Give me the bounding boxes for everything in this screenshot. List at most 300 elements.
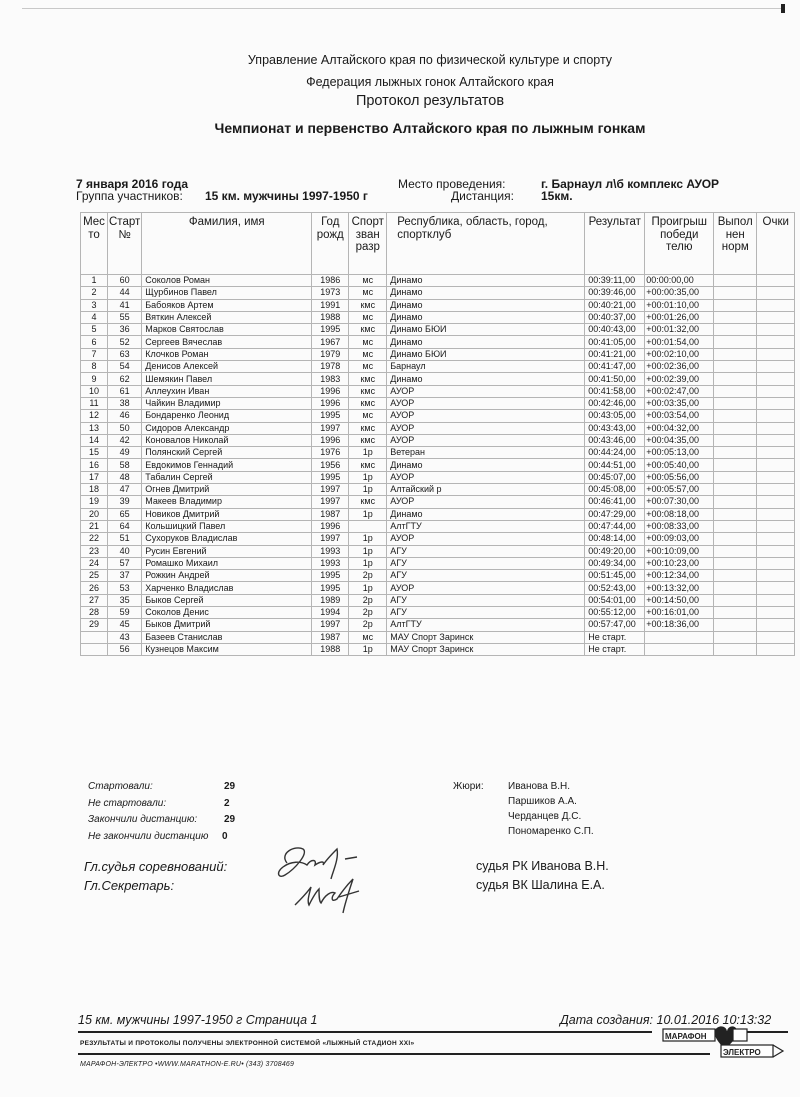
cell-place: 26: [81, 582, 108, 594]
cell-birth-year: 1987: [312, 631, 349, 643]
cell-norm: [714, 434, 757, 446]
cell-start-number: 35: [108, 594, 142, 606]
cell-club: АлтГТУ: [387, 619, 585, 631]
cell-start-number: 59: [108, 607, 142, 619]
cell-gap: +00:04:35,00: [645, 434, 714, 446]
stat-label: Не стартовали:: [88, 797, 167, 809]
cell-norm: [714, 607, 757, 619]
cell-result: 00:40:21,00: [585, 299, 645, 311]
cell-gap: +00:08:33,00: [645, 520, 714, 532]
cell-club: АГУ: [387, 594, 585, 606]
cell-points: [757, 496, 795, 508]
cell-rank: кмс: [349, 459, 387, 471]
cell-gap: +00:02:39,00: [645, 373, 714, 385]
cell-start-number: 62: [108, 373, 142, 385]
cell-name: Кузнецов Максим: [142, 643, 312, 655]
table-row: [81, 422, 795, 434]
cell-gap: +00:02:10,00: [645, 348, 714, 360]
logo-text: МАРАФОН: [665, 1032, 707, 1041]
cell-rank: 1р: [349, 582, 387, 594]
table-header-row: [81, 213, 795, 275]
cell-place: 2: [81, 287, 108, 299]
cell-name: Ромашко Михаил: [142, 557, 312, 569]
cell-name: Бабояков Артем: [142, 299, 312, 311]
cell-start-number: 40: [108, 545, 142, 557]
stat-label: Не закончили дистанцию: [88, 830, 209, 842]
cell-gap: +00:09:03,00: [645, 533, 714, 545]
cell-club: Динамо: [387, 287, 585, 299]
cell-birth-year: 1995: [312, 582, 349, 594]
table-row: [81, 299, 795, 311]
cell-place: 5: [81, 324, 108, 336]
cell-start-number: 58: [108, 459, 142, 471]
cell-result: 00:57:47,00: [585, 619, 645, 631]
cell-name: Быков Сергей: [142, 594, 312, 606]
cell-birth-year: 1988: [312, 311, 349, 323]
cell-rank: кмс: [349, 373, 387, 385]
cell-result: 00:54:01,00: [585, 594, 645, 606]
table-row: [81, 336, 795, 348]
cell-start-number: 63: [108, 348, 142, 360]
cell-gap: +00:01:54,00: [645, 336, 714, 348]
cell-club: АГУ: [387, 545, 585, 557]
cell-birth-year: 1973: [312, 287, 349, 299]
cell-rank: 1р: [349, 508, 387, 520]
cell-rank: мс: [349, 275, 387, 287]
cell-gap: +00:05:40,00: [645, 459, 714, 471]
cell-rank: кмс: [349, 434, 387, 446]
cell-points: [757, 582, 795, 594]
cell-place: 14: [81, 434, 108, 446]
table-row: [81, 508, 795, 520]
cell-rank: кмс: [349, 397, 387, 409]
cell-start-number: 42: [108, 434, 142, 446]
jury-member: Черданцев Д.С.: [508, 811, 582, 822]
cell-start-number: 50: [108, 422, 142, 434]
federation-heading: Федерация лыжных гонок Алтайского края: [306, 75, 554, 89]
cell-start-number: 54: [108, 361, 142, 373]
scan-mark: [781, 4, 785, 13]
cell-norm: [714, 631, 757, 643]
cell-rank: 1р: [349, 545, 387, 557]
cell-birth-year: 1997: [312, 422, 349, 434]
cell-points: [757, 545, 795, 557]
cell-start-number: 48: [108, 471, 142, 483]
cell-birth-year: 1995: [312, 570, 349, 582]
cell-result: 00:44:51,00: [585, 459, 645, 471]
table-row: [81, 631, 795, 643]
contact-line: МАРАФОН-ЭЛЕКТРО •WWW.MARATHON-E.RU• (343) 3708469: [80, 1061, 295, 1068]
cell-gap: +00:05:56,00: [645, 471, 714, 483]
cell-norm: [714, 471, 757, 483]
cell-start-number: 39: [108, 496, 142, 508]
cell-name: Новиков Дмитрий: [142, 508, 312, 520]
cell-gap: +00:10:09,00: [645, 545, 714, 557]
cell-place: 9: [81, 373, 108, 385]
cell-points: [757, 557, 795, 569]
cell-norm: [714, 299, 757, 311]
cell-result: 00:42:46,00: [585, 397, 645, 409]
column-header-name: Фамилия, имя: [142, 213, 312, 275]
cell-club: АУОР: [387, 385, 585, 397]
cell-place: 29: [81, 619, 108, 631]
cell-club: Динамо: [387, 275, 585, 287]
cell-place: 15: [81, 447, 108, 459]
cell-norm: [714, 582, 757, 594]
stat-value: 29: [224, 781, 236, 792]
cell-norm: [714, 410, 757, 422]
cell-start-number: 60: [108, 275, 142, 287]
cell-club: АУОР: [387, 422, 585, 434]
stat-value: 2: [224, 797, 230, 809]
svg-text:ЭЛЕКТРО: ЭЛЕКТРО: [723, 1048, 761, 1057]
column-header-rank: Спорт зван разр: [349, 213, 387, 275]
cell-name: Вяткин Алексей: [142, 311, 312, 323]
cell-start-number: 41: [108, 299, 142, 311]
footer-divider-bottom: [78, 1053, 710, 1055]
cell-gap: +00:04:32,00: [645, 422, 714, 434]
cell-result: 00:43:46,00: [585, 434, 645, 446]
cell-birth-year: 1996: [312, 397, 349, 409]
event-date: 7 января 2016 года: [76, 177, 188, 191]
cell-club: АлтГТУ: [387, 520, 585, 532]
cell-result: 00:39:46,00: [585, 287, 645, 299]
cell-rank: кмс: [349, 422, 387, 434]
cell-start-number: 46: [108, 410, 142, 422]
cell-rank: 1р: [349, 484, 387, 496]
cell-birth-year: 1991: [312, 299, 349, 311]
cell-result: 00:40:37,00: [585, 311, 645, 323]
cell-place: 12: [81, 410, 108, 422]
cell-place: 27: [81, 594, 108, 606]
creation-date: Дата создания: 10.01.2016 10:13:32: [560, 1013, 772, 1027]
cell-norm: [714, 484, 757, 496]
stat-value: 0: [222, 830, 228, 842]
cell-result: 00:41:05,00: [585, 336, 645, 348]
cell-gap: [645, 643, 714, 655]
cell-rank: 1р: [349, 557, 387, 569]
column-header-start-number: Старт №: [108, 213, 142, 275]
cell-result: 00:55:12,00: [585, 607, 645, 619]
cell-club: Алтайский р: [387, 484, 585, 496]
cell-name: Коновалов Николай: [142, 434, 312, 446]
cell-birth-year: 1995: [312, 471, 349, 483]
cell-club: Динамо: [387, 508, 585, 520]
competition-title: Чемпионат и первенство Алтайского края по лыжным гонкам: [214, 120, 646, 136]
cell-points: [757, 361, 795, 373]
cell-norm: [714, 594, 757, 606]
cell-norm: [714, 311, 757, 323]
cell-rank: мс: [349, 348, 387, 360]
cell-name: Полянский Сергей: [142, 447, 312, 459]
organization-heading: Управление Алтайского края по физической культуре и спорту: [247, 53, 613, 67]
cell-name: Рожкин Андрей: [142, 570, 312, 582]
table-row: [81, 557, 795, 569]
cell-birth-year: 1983: [312, 373, 349, 385]
cell-start-number: 36: [108, 324, 142, 336]
table-row: [81, 520, 795, 532]
cell-name: Сидоров Александр: [142, 422, 312, 434]
cell-points: [757, 410, 795, 422]
cell-rank: 2р: [349, 607, 387, 619]
table-row: [81, 287, 795, 299]
cell-club: Динамо БЮИ: [387, 324, 585, 336]
cell-result: 00:41:47,00: [585, 361, 645, 373]
cell-place: [81, 643, 108, 655]
cell-result: 00:41:50,00: [585, 373, 645, 385]
cell-points: [757, 373, 795, 385]
cell-result: 00:41:58,00: [585, 385, 645, 397]
cell-start-number: 51: [108, 533, 142, 545]
cell-norm: [714, 287, 757, 299]
cell-points: [757, 607, 795, 619]
cell-birth-year: 1996: [312, 385, 349, 397]
cell-birth-year: 1986: [312, 275, 349, 287]
cell-points: [757, 459, 795, 471]
cell-club: АУОР: [387, 434, 585, 446]
column-header-points: Очки: [757, 213, 795, 275]
cell-norm: [714, 570, 757, 582]
cell-gap: +00:14:50,00: [645, 594, 714, 606]
cell-place: 22: [81, 533, 108, 545]
cell-club: Динамо: [387, 336, 585, 348]
page-info: 15 км. мужчины 1997-1950 г Страница 1: [78, 1013, 318, 1027]
cell-place: 17: [81, 471, 108, 483]
cell-start-number: 37: [108, 570, 142, 582]
cell-start-number: 49: [108, 447, 142, 459]
cell-points: [757, 311, 795, 323]
cell-gap: +00:01:26,00: [645, 311, 714, 323]
cell-gap: +00:03:35,00: [645, 397, 714, 409]
cell-norm: [714, 533, 757, 545]
handwritten-signatures: [265, 835, 395, 915]
cell-result: 00:39:11,00: [585, 275, 645, 287]
cell-norm: [714, 397, 757, 409]
cell-name: Соколов Роман: [142, 275, 312, 287]
cell-start-number: 47: [108, 484, 142, 496]
cell-start-number: 55: [108, 311, 142, 323]
cell-club: АУОР: [387, 410, 585, 422]
cell-points: [757, 434, 795, 446]
cell-place: 19: [81, 496, 108, 508]
cell-points: [757, 287, 795, 299]
cell-gap: +00:07:30,00: [645, 496, 714, 508]
cell-name: Базеев Станислав: [142, 631, 312, 643]
cell-start-number: 52: [108, 336, 142, 348]
cell-rank: [349, 520, 387, 532]
cell-club: АГУ: [387, 570, 585, 582]
table-row: [81, 459, 795, 471]
cell-name: Евдокимов Геннадий: [142, 459, 312, 471]
table-row: [81, 570, 795, 582]
cell-name: Сухоруков Владислав: [142, 533, 312, 545]
cell-points: [757, 619, 795, 631]
cell-birth-year: 1997: [312, 496, 349, 508]
cell-points: [757, 336, 795, 348]
cell-gap: [645, 631, 714, 643]
cell-birth-year: 1993: [312, 545, 349, 557]
cell-start-number: 44: [108, 287, 142, 299]
table-row: [81, 545, 795, 557]
cell-rank: 1р: [349, 643, 387, 655]
column-header-place: Мес то: [81, 213, 108, 275]
system-note: РЕЗУЛЬТАТЫ И ПРОТОКОЛЫ ПОЛУЧЕНЫ ЭЛЕКТРОННОЙ СИСТЕМОЙ «ЛЫЖНЫЙ СТАДИОН XXI»: [80, 1040, 415, 1047]
cell-gap: +00:01:32,00: [645, 324, 714, 336]
column-header-gap: Проигрыш победи телю: [645, 213, 714, 275]
stat-label: Стартовали:: [88, 781, 153, 792]
cell-place: 24: [81, 557, 108, 569]
cell-norm: [714, 361, 757, 373]
cell-gap: +00:08:18,00: [645, 508, 714, 520]
cell-name: Кольшицкий Павел: [142, 520, 312, 532]
cell-start-number: 45: [108, 619, 142, 631]
cell-points: [757, 275, 795, 287]
cell-result: 00:49:20,00: [585, 545, 645, 557]
cell-norm: [714, 373, 757, 385]
cell-birth-year: 1956: [312, 459, 349, 471]
footer-divider-top: [78, 1031, 652, 1033]
cell-club: МАУ Спорт Заринск: [387, 643, 585, 655]
cell-result: 00:46:41,00: [585, 496, 645, 508]
cell-rank: кмс: [349, 496, 387, 508]
cell-place: 8: [81, 361, 108, 373]
table-row: [81, 434, 795, 446]
cell-birth-year: 1993: [312, 557, 349, 569]
stat-label: Закончили дистанцию:: [88, 814, 198, 825]
cell-name: Аллеухин Иван: [142, 385, 312, 397]
cell-club: Ветеран: [387, 447, 585, 459]
cell-name: Бондаренко Леонид: [142, 410, 312, 422]
cell-norm: [714, 508, 757, 520]
cell-name: Соколов Денис: [142, 607, 312, 619]
cell-result: 00:45:08,00: [585, 484, 645, 496]
cell-norm: [714, 447, 757, 459]
cell-place: 18: [81, 484, 108, 496]
cell-points: [757, 397, 795, 409]
cell-birth-year: 1967: [312, 336, 349, 348]
cell-rank: мс: [349, 311, 387, 323]
cell-rank: кмс: [349, 324, 387, 336]
table-row: [81, 348, 795, 360]
cell-start-number: 65: [108, 508, 142, 520]
cell-result: 00:45:07,00: [585, 471, 645, 483]
chief-judge-value: судья РК Иванова В.Н.: [476, 859, 609, 873]
cell-birth-year: 1976: [312, 447, 349, 459]
table-row: [81, 373, 795, 385]
cell-rank: 1р: [349, 447, 387, 459]
cell-result: Не старт.: [585, 631, 645, 643]
cell-name: Клочков Роман: [142, 348, 312, 360]
cell-rank: мс: [349, 410, 387, 422]
cell-place: 10: [81, 385, 108, 397]
cell-rank: мс: [349, 336, 387, 348]
group-value: 15 км. мужчины 1997-1950 г: [205, 189, 368, 203]
cell-result: 00:48:14,00: [585, 533, 645, 545]
cell-result: 00:52:43,00: [585, 582, 645, 594]
cell-club: АУОР: [387, 533, 585, 545]
cell-gap: +00:10:23,00: [645, 557, 714, 569]
cell-result: 00:47:44,00: [585, 520, 645, 532]
cell-place: 23: [81, 545, 108, 557]
scan-edge-line: [22, 8, 782, 9]
cell-norm: [714, 520, 757, 532]
cell-gap: +00:18:36,00: [645, 619, 714, 631]
secretary-label: Гл.Секретарь:: [84, 878, 175, 893]
cell-gap: +00:05:13,00: [645, 447, 714, 459]
cell-name: Чайкин Владимир: [142, 397, 312, 409]
cell-name: Харченко Владислав: [142, 582, 312, 594]
cell-norm: [714, 275, 757, 287]
cell-rank: кмс: [349, 299, 387, 311]
venue-label: Место проведения:: [398, 177, 506, 191]
cell-name: Огнев Дмитрий: [142, 484, 312, 496]
distance-label: Дистанция:: [451, 189, 514, 203]
cell-name: Щурбинов Павел: [142, 287, 312, 299]
chief-judge-signature: [279, 848, 357, 879]
cell-place: 20: [81, 508, 108, 520]
cell-place: 1: [81, 275, 108, 287]
table-row: [81, 397, 795, 409]
cell-points: [757, 643, 795, 655]
cell-points: [757, 385, 795, 397]
cell-result: 00:41:21,00: [585, 348, 645, 360]
table-row: [81, 594, 795, 606]
cell-norm: [714, 557, 757, 569]
column-header-club: Республика, область, город, спортклуб: [387, 213, 585, 275]
protocol-heading: Протокол результатов: [355, 93, 505, 109]
cell-points: [757, 447, 795, 459]
cell-birth-year: 1994: [312, 607, 349, 619]
cell-gap: 00:00:00,00: [645, 275, 714, 287]
cell-place: 3: [81, 299, 108, 311]
cell-points: [757, 570, 795, 582]
table-row: [81, 484, 795, 496]
cell-birth-year: 1979: [312, 348, 349, 360]
cell-gap: +00:13:32,00: [645, 582, 714, 594]
cell-norm: [714, 643, 757, 655]
table-row: [81, 607, 795, 619]
cell-club: АУОР: [387, 582, 585, 594]
table-row: [81, 533, 795, 545]
cell-points: [757, 324, 795, 336]
cell-gap: +00:03:54,00: [645, 410, 714, 422]
table-row: [81, 582, 795, 594]
cell-start-number: 64: [108, 520, 142, 532]
cell-birth-year: 1995: [312, 410, 349, 422]
cell-gap: +00:00:35,00: [645, 287, 714, 299]
cell-result: 00:40:43,00: [585, 324, 645, 336]
jury-member: Пономаренко С.П.: [508, 826, 594, 837]
cell-gap: +00:02:47,00: [645, 385, 714, 397]
jury-member: Паршиков А.А.: [508, 796, 577, 807]
stat-value: 29: [224, 814, 236, 825]
cell-rank: мс: [349, 631, 387, 643]
table-row: [81, 385, 795, 397]
cell-start-number: 56: [108, 643, 142, 655]
cell-rank: 2р: [349, 570, 387, 582]
table-row: [81, 361, 795, 373]
cell-name: Табалин Сергей: [142, 471, 312, 483]
cell-start-number: 43: [108, 631, 142, 643]
cell-place: 11: [81, 397, 108, 409]
cell-norm: [714, 619, 757, 631]
cell-birth-year: 1997: [312, 619, 349, 631]
cell-rank: мс: [349, 287, 387, 299]
cell-gap: +00:05:57,00: [645, 484, 714, 496]
cell-points: [757, 422, 795, 434]
cell-birth-year: 1996: [312, 520, 349, 532]
column-header-result: Результат: [585, 213, 645, 275]
